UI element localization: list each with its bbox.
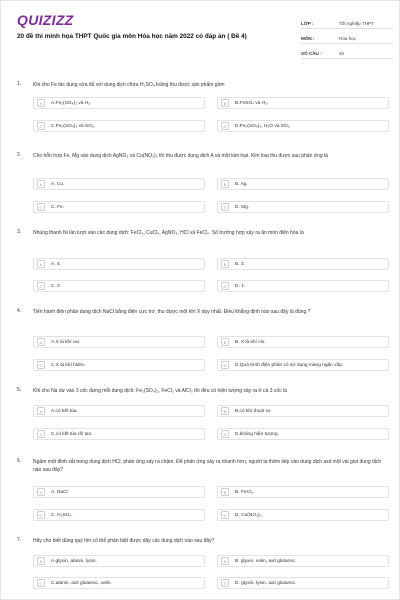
option-text: B.FeSO₄ và H₂. — [235, 100, 269, 106]
option-text: C. Fe. — [51, 204, 65, 210]
option-b[interactable] — [217, 405, 389, 417]
option-letter: C — [37, 579, 45, 587]
option-letter: D — [221, 282, 229, 290]
option-letter: B — [221, 488, 229, 496]
option-c[interactable] — [33, 359, 205, 371]
option-text: D. 1. — [235, 283, 246, 289]
option-letter: D — [221, 361, 229, 369]
question-text: Nhúng thanh Ni lần lượt vào các dung dịch: FeCl₃, CuCl₂, AgNO₃, HCl và FeCl₂. Số trường hợp xảy ra ăn mòn điện hóa là — [33, 230, 304, 236]
option-letter: B — [221, 557, 229, 565]
worksheet-title: 20 đề thi minh họa THPT Quốc gia môn Hóa học năm 2022 có đáp án ( Đề 4) — [17, 33, 247, 40]
option-letter: A — [37, 338, 45, 346]
option-c[interactable] — [33, 428, 205, 440]
question-4 — [17, 308, 389, 372]
option-text: D.Quá trình điện phân có sử dụng màng ngăn xốp. — [235, 362, 344, 368]
option-a[interactable] — [33, 178, 205, 190]
option-b[interactable] — [217, 486, 389, 498]
option-d[interactable] — [217, 280, 389, 292]
option-c[interactable] — [33, 509, 205, 521]
option-letter: C — [37, 430, 45, 438]
option-letter: C — [37, 361, 45, 369]
option-letter: B — [221, 260, 229, 268]
option-text: C. 2. — [51, 283, 62, 289]
option-letter: D — [221, 511, 229, 519]
option-letter: B — [221, 180, 229, 188]
option-letter: A — [37, 488, 45, 496]
option-text: B. Ag. — [235, 181, 248, 187]
question-number: 7. — [17, 537, 22, 543]
option-a[interactable] — [33, 486, 205, 498]
option-d[interactable] — [217, 120, 389, 132]
option-b[interactable] — [217, 555, 389, 567]
meta-value: 40 — [339, 51, 345, 56]
option-b[interactable] — [217, 178, 389, 190]
option-letter: B — [221, 407, 229, 415]
option-a[interactable] — [33, 405, 205, 417]
meta-value: Tốt nghiệp THPT — [339, 21, 374, 26]
option-letter: A — [37, 407, 45, 415]
option-letter: C — [37, 203, 45, 211]
option-text: A.X là khí oxi. — [51, 339, 81, 345]
option-a[interactable] — [33, 258, 205, 270]
option-text: C.Fe₂(SO₄)₃ và SO₂. — [51, 123, 96, 129]
question-1 — [17, 81, 389, 136]
option-letter: C — [37, 122, 45, 130]
meta-value: Hóa học — [339, 36, 357, 41]
option-d[interactable] — [217, 428, 389, 440]
option-c[interactable] — [33, 201, 205, 213]
option-text: B. 3. — [235, 261, 245, 267]
question-text: Ngâm một đinh sắt trong dung dịch HCl, phản ứng xảy ra chậm. Để phản ứng xảy ra nhanh hơn, người ta thêm tiếp vào dung dịch axit một vài giọt dung dịch nào sau đây? — [33, 459, 382, 473]
question-number: 5. — [17, 387, 22, 393]
option-b[interactable] — [217, 97, 389, 109]
option-letter: B — [221, 99, 229, 107]
meta-key: LỚP : — [301, 21, 314, 26]
quizizz-logo: QUIZIZZ — [17, 12, 74, 28]
option-text: B. FeCl₃. — [235, 489, 255, 495]
option-a[interactable] — [33, 97, 205, 109]
option-text: A. Cu. — [51, 181, 65, 187]
question-3 — [17, 229, 389, 293]
option-letter: A — [37, 557, 45, 565]
question-number: 4. — [17, 308, 22, 314]
option-b[interactable] — [217, 336, 389, 348]
option-text: C.có kết tủa rồi tan. — [51, 431, 93, 437]
option-text: C. H₂SO₄. — [51, 512, 73, 518]
option-letter: D — [221, 203, 229, 211]
meta-key: MÔN : — [301, 36, 315, 41]
question-number: 3. — [17, 229, 22, 235]
option-letter: C — [37, 511, 45, 519]
option-letter: D — [221, 122, 229, 130]
option-letter: C — [37, 282, 45, 290]
option-letter: D — [221, 430, 229, 438]
question-number: 1. — [17, 81, 22, 87]
option-a[interactable] — [33, 555, 205, 567]
option-c[interactable] — [33, 280, 205, 292]
question-text: Khi cho Na dư vào 3 cốc đựng mỗi dung dịch: Fe₂(SO₄)₃, FeCl₂ và AlCl₃ thì đều có hiện tượng xảy ra ở cả 3 cốc là — [33, 388, 287, 394]
question-5 — [17, 387, 389, 443]
meta-row-class — [301, 14, 393, 29]
worksheet-header — [1, 1, 400, 67]
option-text: D. Cu(NO₃)₂. — [235, 512, 263, 518]
question-text: Hãy cho biết dùng quỳ tím có thể phân biệt được dãy các dung dịch nào sau đây? — [33, 538, 215, 544]
option-text: A. NaCl — [51, 489, 68, 495]
option-text: D.Fe₂(SO₄)₃, H₂O và SO₂. — [235, 123, 291, 129]
worksheet-meta — [301, 14, 393, 59]
option-text: A.Fe₂(SO₄)₃ và H₂. — [51, 100, 92, 106]
meta-key: SỐ CÂU : — [301, 51, 322, 56]
question-2 — [17, 152, 389, 216]
option-text: A.có kết tủa. — [51, 408, 78, 414]
option-text: D.không hiện tượng. — [235, 431, 279, 437]
option-text: B.có khí thoát ra. — [235, 408, 272, 414]
meta-row-subject — [301, 29, 393, 44]
question-6 — [17, 458, 389, 523]
option-text: B. X là khí clo. — [235, 339, 266, 345]
question-7 — [17, 537, 389, 597]
option-b[interactable] — [217, 258, 389, 270]
option-d[interactable] — [217, 577, 389, 589]
option-letter: A — [37, 99, 45, 107]
question-number: 2. — [17, 152, 22, 158]
option-d[interactable] — [217, 359, 389, 371]
option-c[interactable] — [33, 120, 205, 132]
option-a[interactable] — [33, 336, 205, 348]
option-d[interactable] — [217, 201, 389, 213]
question-number: 6. — [17, 458, 22, 464]
option-letter: A — [37, 260, 45, 268]
option-d[interactable] — [217, 509, 389, 521]
question-text: Tiến hành điện phân dung dịch NaCl bằng điện cực trơ, thu được một khí X duy nhất. Điều khẳng định nào sau đây là đúng ? — [33, 309, 311, 315]
question-text: Cho hỗn hợp Fe, Mg vào dung dịch AgNO₃ và Cu(NO₃)₂ thì thu được dung dịch A và một kim loại. Kim loại thu được sau phản ứng là — [33, 153, 328, 159]
option-text: A.glyxin, alanin, lysin. — [51, 558, 97, 564]
question-text: Khi cho Fe tác dụng vừa đủ với dung dịch chứa H₂SO₄ loãng thu được sản phẩm gồm — [33, 82, 225, 88]
option-text: A. 4. — [51, 261, 61, 267]
option-letter: A — [37, 180, 45, 188]
option-text: D. glyxin, lysin, axit glutamic. — [235, 580, 297, 586]
option-c[interactable] — [33, 577, 205, 589]
option-letter: D — [221, 579, 229, 587]
option-text: C.X là khí hidro. — [51, 362, 86, 368]
option-text: D. Mg. — [235, 204, 250, 210]
option-text: C.alanin, axit glutamic, valin. — [51, 580, 112, 586]
meta-row-count — [301, 44, 393, 59]
option-text: B. glyxin, valin, axit glutamic. — [235, 558, 297, 564]
option-letter: B — [221, 338, 229, 346]
